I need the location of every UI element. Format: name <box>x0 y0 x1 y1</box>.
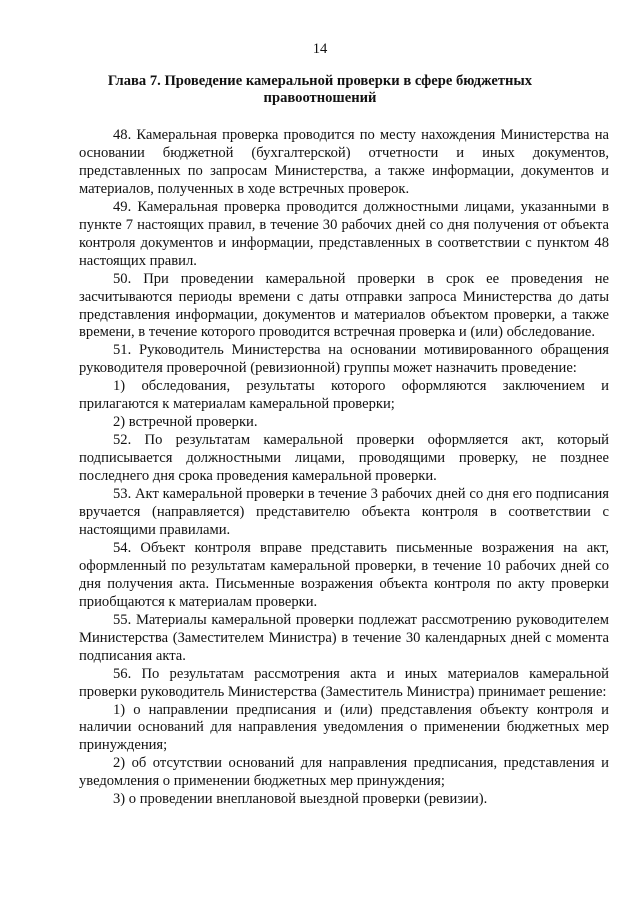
paragraph-56-item-2: 2) об отсутствии оснований для направления предписания, представления и уведомления о применении бюджетных мер принуждения; <box>79 755 609 790</box>
chapter-title: Глава 7. Проведение камеральной проверки в сфере бюджетных правоотношений <box>107 73 533 106</box>
page-number: 14 <box>312 41 328 57</box>
paragraph-56: 56. По результатам рассмотрения акта и иных материалов камеральной проверки руководитель Министерства (Заместитель Министра) принимает решение: <box>79 665 609 700</box>
paragraph-52: 52. По результатам камеральной проверки оформляется акт, который подписывается должностными лицами, проводящими проверку, не позднее последнего дня срока проведения камеральной проверки. <box>79 432 609 485</box>
paragraph-50: 50. При проведении камеральной проверки в срок ее проведения не засчитываются периоды времени с даты отправки запроса Министерства до даты представления информации, документов и материалов объектом проверки, а также времени, в течение которого проводится встречная проверка и (или) обследование. <box>79 270 609 341</box>
paragraph-48: 48. Камеральная проверка проводится по месту нахождения Министерства на основании бюджетной (бухгалтерской) отчетности и иных документов, представленных по запросам Министерства, а также информации, документов и материалов, полученных в ходе встречных проверок. <box>79 127 609 197</box>
paragraph-53: 53. Акт камеральной проверки в течение 3 рабочих дней со дня его подписания вручается (направляется) представителю объекта контроля в соответствии с настоящими правилами. <box>79 486 609 538</box>
paragraph-49: 49. Камеральная проверка проводится должностными лицами, указанными в пункте 7 настоящих правил, в течение 30 рабочих дней со дня получения от объекта контроля документов и информации, представленных в соответствии с пунктом 48 настоящих правил. <box>79 198 609 269</box>
paragraph-51-item-2: 2) встречной проверки. <box>113 414 258 431</box>
paragraph-55: 55. Материалы камеральной проверки подлежат рассмотрению руководителем Министерства (Заместителем Министра) в течение 30 календарных дней с момента подписания акта. <box>79 611 609 664</box>
paragraph-51-item-1: 1) обследования, результаты которого оформляются заключением и прилагаются к материалам камеральной проверки; <box>79 378 609 413</box>
document-body <box>79 127 609 809</box>
paragraph-54: 54. Объект контроля вправе представить письменные возражения на акт, оформленный по результатам камеральной проверки, в течение 10 рабочих дней со дня получения акта. Письменные возражения объекта контроля по акту проверки приобщаются к материалам проверки. <box>79 539 609 610</box>
paragraph-56-item-3: 3) о проведении внеплановой выездной проверки (ревизии). <box>113 791 488 808</box>
paragraph-51: 51. Руководитель Министерства на основании мотивированного обращения руководителя проверочной (ревизионной) группы может назначить проведение: <box>79 342 609 377</box>
paragraph-56-item-1: 1) о направлении предписания и (или) представления объекту контроля и наличии оснований для направления уведомления о применении бюджетных мер принуждения; <box>79 701 609 754</box>
